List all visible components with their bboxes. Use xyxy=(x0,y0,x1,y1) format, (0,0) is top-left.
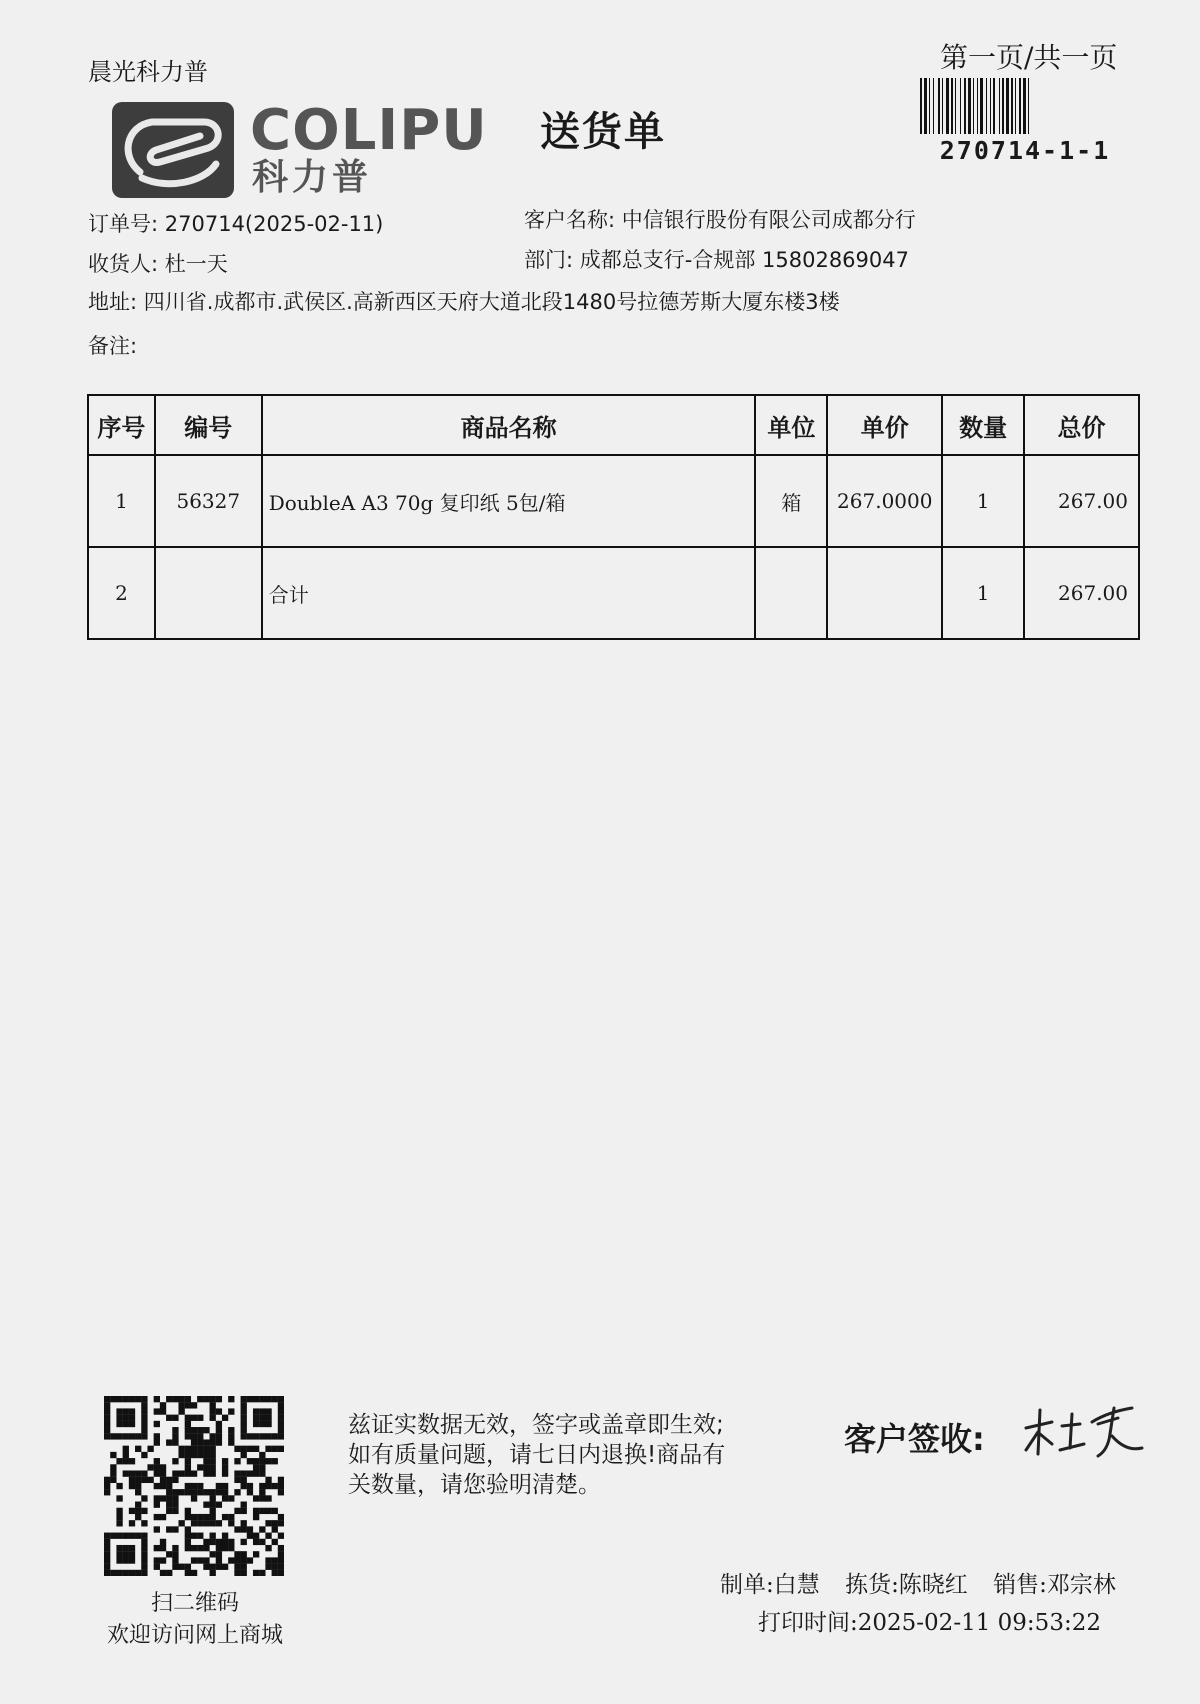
cell-unit: 箱 xyxy=(755,455,827,547)
sales: 销售:邓宗林 xyxy=(993,1572,1116,1598)
cell-seq: 1 xyxy=(88,455,155,547)
cell-code xyxy=(155,547,262,639)
header-total: 总价 xyxy=(1024,395,1139,455)
picker: 拣货:陈晓红 xyxy=(845,1572,968,1598)
cell-name: 合计 xyxy=(262,547,756,639)
header-unit-price: 单价 xyxy=(827,395,942,455)
address-row xyxy=(88,286,840,316)
order-number-row xyxy=(88,208,383,238)
customer-value: 中信银行股份有限公司成都分行 xyxy=(621,208,916,232)
cell-unit xyxy=(755,547,827,639)
department-value: 成都总支行-合规部 15802869047 xyxy=(579,248,909,272)
receiver-label: 收货人: xyxy=(88,252,159,276)
order-number-value: 270714(2025-02-11) xyxy=(164,212,384,236)
address-label: 地址: xyxy=(88,290,138,314)
table-row xyxy=(88,455,1139,547)
customer-sign-label: 客户签收: xyxy=(844,1420,985,1458)
department-label: 部门: xyxy=(524,248,574,272)
logo-text-cn: 科力普 xyxy=(252,157,373,198)
paperclip-logo-icon xyxy=(112,102,234,198)
department-row xyxy=(524,244,909,274)
table-row xyxy=(88,547,1139,639)
qr-code-icon xyxy=(104,1396,284,1576)
maker: 制单:白慧 xyxy=(720,1572,820,1598)
cell-qty: 1 xyxy=(942,547,1024,639)
cell-total: 267.00 xyxy=(1024,547,1139,639)
barcode-icon xyxy=(918,78,1130,134)
receiver-row xyxy=(88,248,228,278)
barcode-number: 270714-1-1 xyxy=(939,136,1111,165)
order-number-label: 订单号: xyxy=(88,212,159,236)
remarks-label: 备注: xyxy=(88,334,138,358)
table-header-row xyxy=(88,395,1139,455)
cell-unit-price: 267.0000 xyxy=(827,455,942,547)
header-code: 编号 xyxy=(155,395,262,455)
notice-line-1: 兹证实数据无效，签字或盖章即生效; xyxy=(348,1412,724,1438)
customer-row xyxy=(524,204,916,234)
notice-line-2: 如有质量问题，请七日内退换!商品有 xyxy=(348,1442,726,1468)
receiver-value: 杜一天 xyxy=(164,252,228,276)
terms-notice xyxy=(348,1410,768,1500)
remarks-row xyxy=(88,330,137,360)
header-name: 商品名称 xyxy=(262,395,756,455)
cell-name: DoubleA A3 70g 复印纸 5包/箱 xyxy=(262,455,756,547)
company-logo xyxy=(112,100,492,200)
document-title: 送货单 xyxy=(540,108,666,155)
notice-line-3: 关数量，请您验明清楚。 xyxy=(348,1472,601,1498)
header-seq: 序号 xyxy=(88,395,155,455)
customer-label: 客户名称: xyxy=(524,208,616,232)
items-table xyxy=(87,394,1140,640)
header-unit: 单位 xyxy=(755,395,827,455)
qr-caption-line-2: 欢迎访问网上商城 xyxy=(106,1623,283,1648)
cell-code: 56327 xyxy=(155,455,262,547)
qr-caption xyxy=(80,1588,310,1652)
qr-caption-line-1: 扫二维码 xyxy=(150,1591,239,1616)
staff-info xyxy=(720,1566,1134,1599)
page-indicator: 第一页/共一页 xyxy=(940,41,1118,74)
address-value: 四川省.成都市.武侯区.高新西区天府大道北段1480号拉德芳斯大厦东楼3楼 xyxy=(143,290,840,314)
header-qty: 数量 xyxy=(942,395,1024,455)
cell-seq: 2 xyxy=(88,547,155,639)
logo-text-en: COLIPU xyxy=(250,98,488,163)
cell-total: 267.00 xyxy=(1024,455,1139,547)
handwritten-signature-icon xyxy=(1018,1398,1148,1468)
cell-unit-price xyxy=(827,547,942,639)
company-short-name: 晨光科力普 xyxy=(88,58,208,86)
cell-qty: 1 xyxy=(942,455,1024,547)
print-time: 打印时间:2025-02-11 09:53:22 xyxy=(758,1610,1101,1636)
